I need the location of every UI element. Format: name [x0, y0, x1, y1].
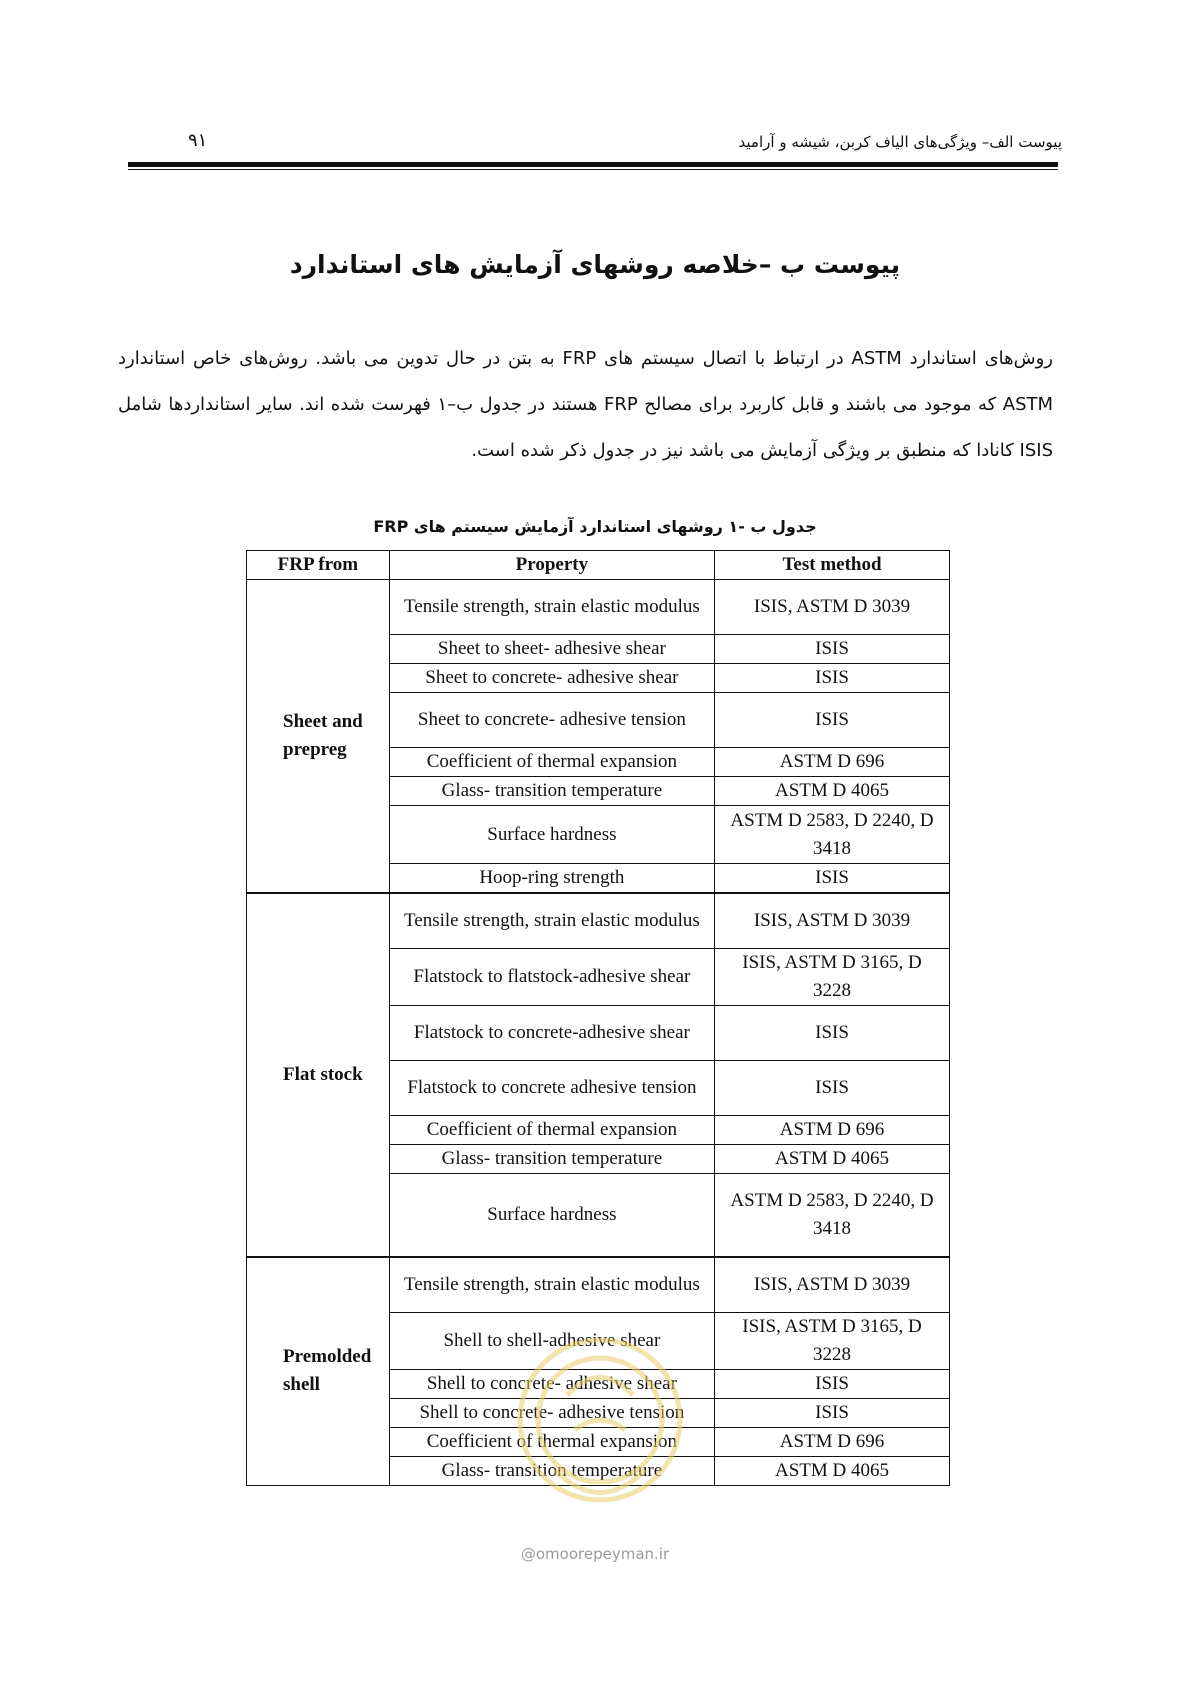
test-method-cell: ISIS — [715, 1060, 950, 1115]
appendix-title: پیوست ب –خلاصه روشهای آزمایش های استاندارد — [289, 250, 901, 279]
test-method-cell: ASTM D 2583, D 2240, D 3418 — [715, 1173, 950, 1257]
property-cell: Tensile strength, strain elastic modulus — [389, 580, 714, 635]
property-cell: Sheet to concrete- adhesive shear — [389, 664, 714, 693]
intro-paragraph: روش‌های استاندارد ASTM در ارتباط با اتصال سیستم های FRP به بتن در حال تدوین می باشد. روش‌های خاص استاندارد ASTM که موجود می باشند و قابل کاربرد برای مصالح FRP هستند در جدول ب–۱ فهرست شده اند. سایر استانداردها شامل ISIS کانادا که منطبق بر ویژگی آزمایش می باشد نیز در جدول ذکر شده است. — [118, 348, 1054, 461]
header-property: Property — [389, 551, 714, 580]
watermark-text: @omoorepeyman.ir — [520, 1545, 670, 1563]
property-cell: Shell to concrete- adhesive tension — [389, 1398, 714, 1427]
property-cell: Shell to shell-adhesive shear — [389, 1312, 714, 1369]
property-cell: Tensile strength, strain elastic modulus — [389, 1257, 714, 1312]
table-caption: جدول ب -۱ روشهای استاندارد آزمایش سیستم های FRP — [373, 517, 817, 536]
property-cell: Tensile strength, strain elastic modulus — [389, 893, 714, 948]
table-row — [247, 893, 950, 948]
property-cell: Flatstock to flatstock-adhesive shear — [389, 948, 714, 1005]
property-cell: Shell to concrete- adhesive shear — [389, 1369, 714, 1398]
property-cell: Sheet to concrete- adhesive tension — [389, 693, 714, 748]
test-method-cell: ASTM D 4065 — [715, 777, 950, 806]
running-header: پیوست الف– ویژگی‌های الیاف کربن، شیشه و آرامید — [738, 133, 1062, 151]
property-cell: Sheet to sheet- adhesive shear — [389, 635, 714, 664]
header-test-method: Test method — [715, 551, 950, 580]
frp-form-label-line1: Flat stock — [283, 1064, 363, 1085]
test-method-cell: ISIS — [715, 635, 950, 664]
frp-form-cell — [247, 893, 390, 1257]
test-method-cell: ISIS, ASTM D 3165, D 3228 — [715, 1312, 950, 1369]
frp-form-label-line2: shell — [283, 1374, 320, 1396]
test-method-cell: ISIS, ASTM D 3039 — [715, 893, 950, 948]
test-method-cell: ISIS — [715, 693, 950, 748]
table-header-row — [247, 551, 950, 580]
property-cell: Surface hardness — [389, 806, 714, 864]
table-row — [247, 580, 950, 635]
property-cell: Glass- transition temperature — [389, 1144, 714, 1173]
test-method-cell: ISIS — [715, 1005, 950, 1060]
property-cell: Flatstock to concrete adhesive tension — [389, 1060, 714, 1115]
test-method-cell: ASTM D 4065 — [715, 1456, 950, 1485]
property-cell: Glass- transition temperature — [389, 777, 714, 806]
test-method-cell: ISIS, ASTM D 3039 — [715, 1257, 950, 1312]
property-cell: Coefficient of thermal expansion — [389, 1115, 714, 1144]
property-cell: Coefficient of thermal expansion — [389, 1427, 714, 1456]
header-frp-form: FRP from — [247, 551, 390, 580]
test-method-cell: ISIS — [715, 1398, 950, 1427]
test-method-cell: ISIS — [715, 1369, 950, 1398]
header-rule-thin — [128, 169, 1058, 170]
test-method-cell: ASTM D 696 — [715, 1427, 950, 1456]
test-method-cell: ISIS, ASTM D 3039 — [715, 580, 950, 635]
property-cell: Coefficient of thermal expansion — [389, 748, 714, 777]
test-method-cell: ASTM D 2583, D 2240, D 3418 — [715, 806, 950, 864]
property-cell: Flatstock to concrete-adhesive shear — [389, 1005, 714, 1060]
frp-form-label-line1: Premolded — [283, 1346, 372, 1368]
frp-form-label-line1: Sheet and — [283, 711, 363, 732]
frp-form-cell — [247, 1257, 390, 1485]
test-method-cell: ASTM D 4065 — [715, 1144, 950, 1173]
property-cell: Surface hardness — [389, 1173, 714, 1257]
header-rule-thick — [128, 162, 1058, 167]
property-cell: Hoop-ring strength — [389, 864, 714, 894]
frp-form-label-line2: prepreg — [283, 739, 347, 760]
page-number: ۹۱ — [188, 130, 208, 151]
test-method-cell: ASTM D 696 — [715, 748, 950, 777]
seal-watermark-icon — [495, 1300, 705, 1560]
frp-form-cell — [247, 580, 390, 894]
test-method-cell: ISIS — [715, 664, 950, 693]
property-cell: Glass- transition temperature — [389, 1456, 714, 1485]
test-method-cell: ISIS — [715, 864, 950, 894]
test-method-cell: ASTM D 696 — [715, 1115, 950, 1144]
test-method-cell: ISIS, ASTM D 3165, D 3228 — [715, 948, 950, 1005]
